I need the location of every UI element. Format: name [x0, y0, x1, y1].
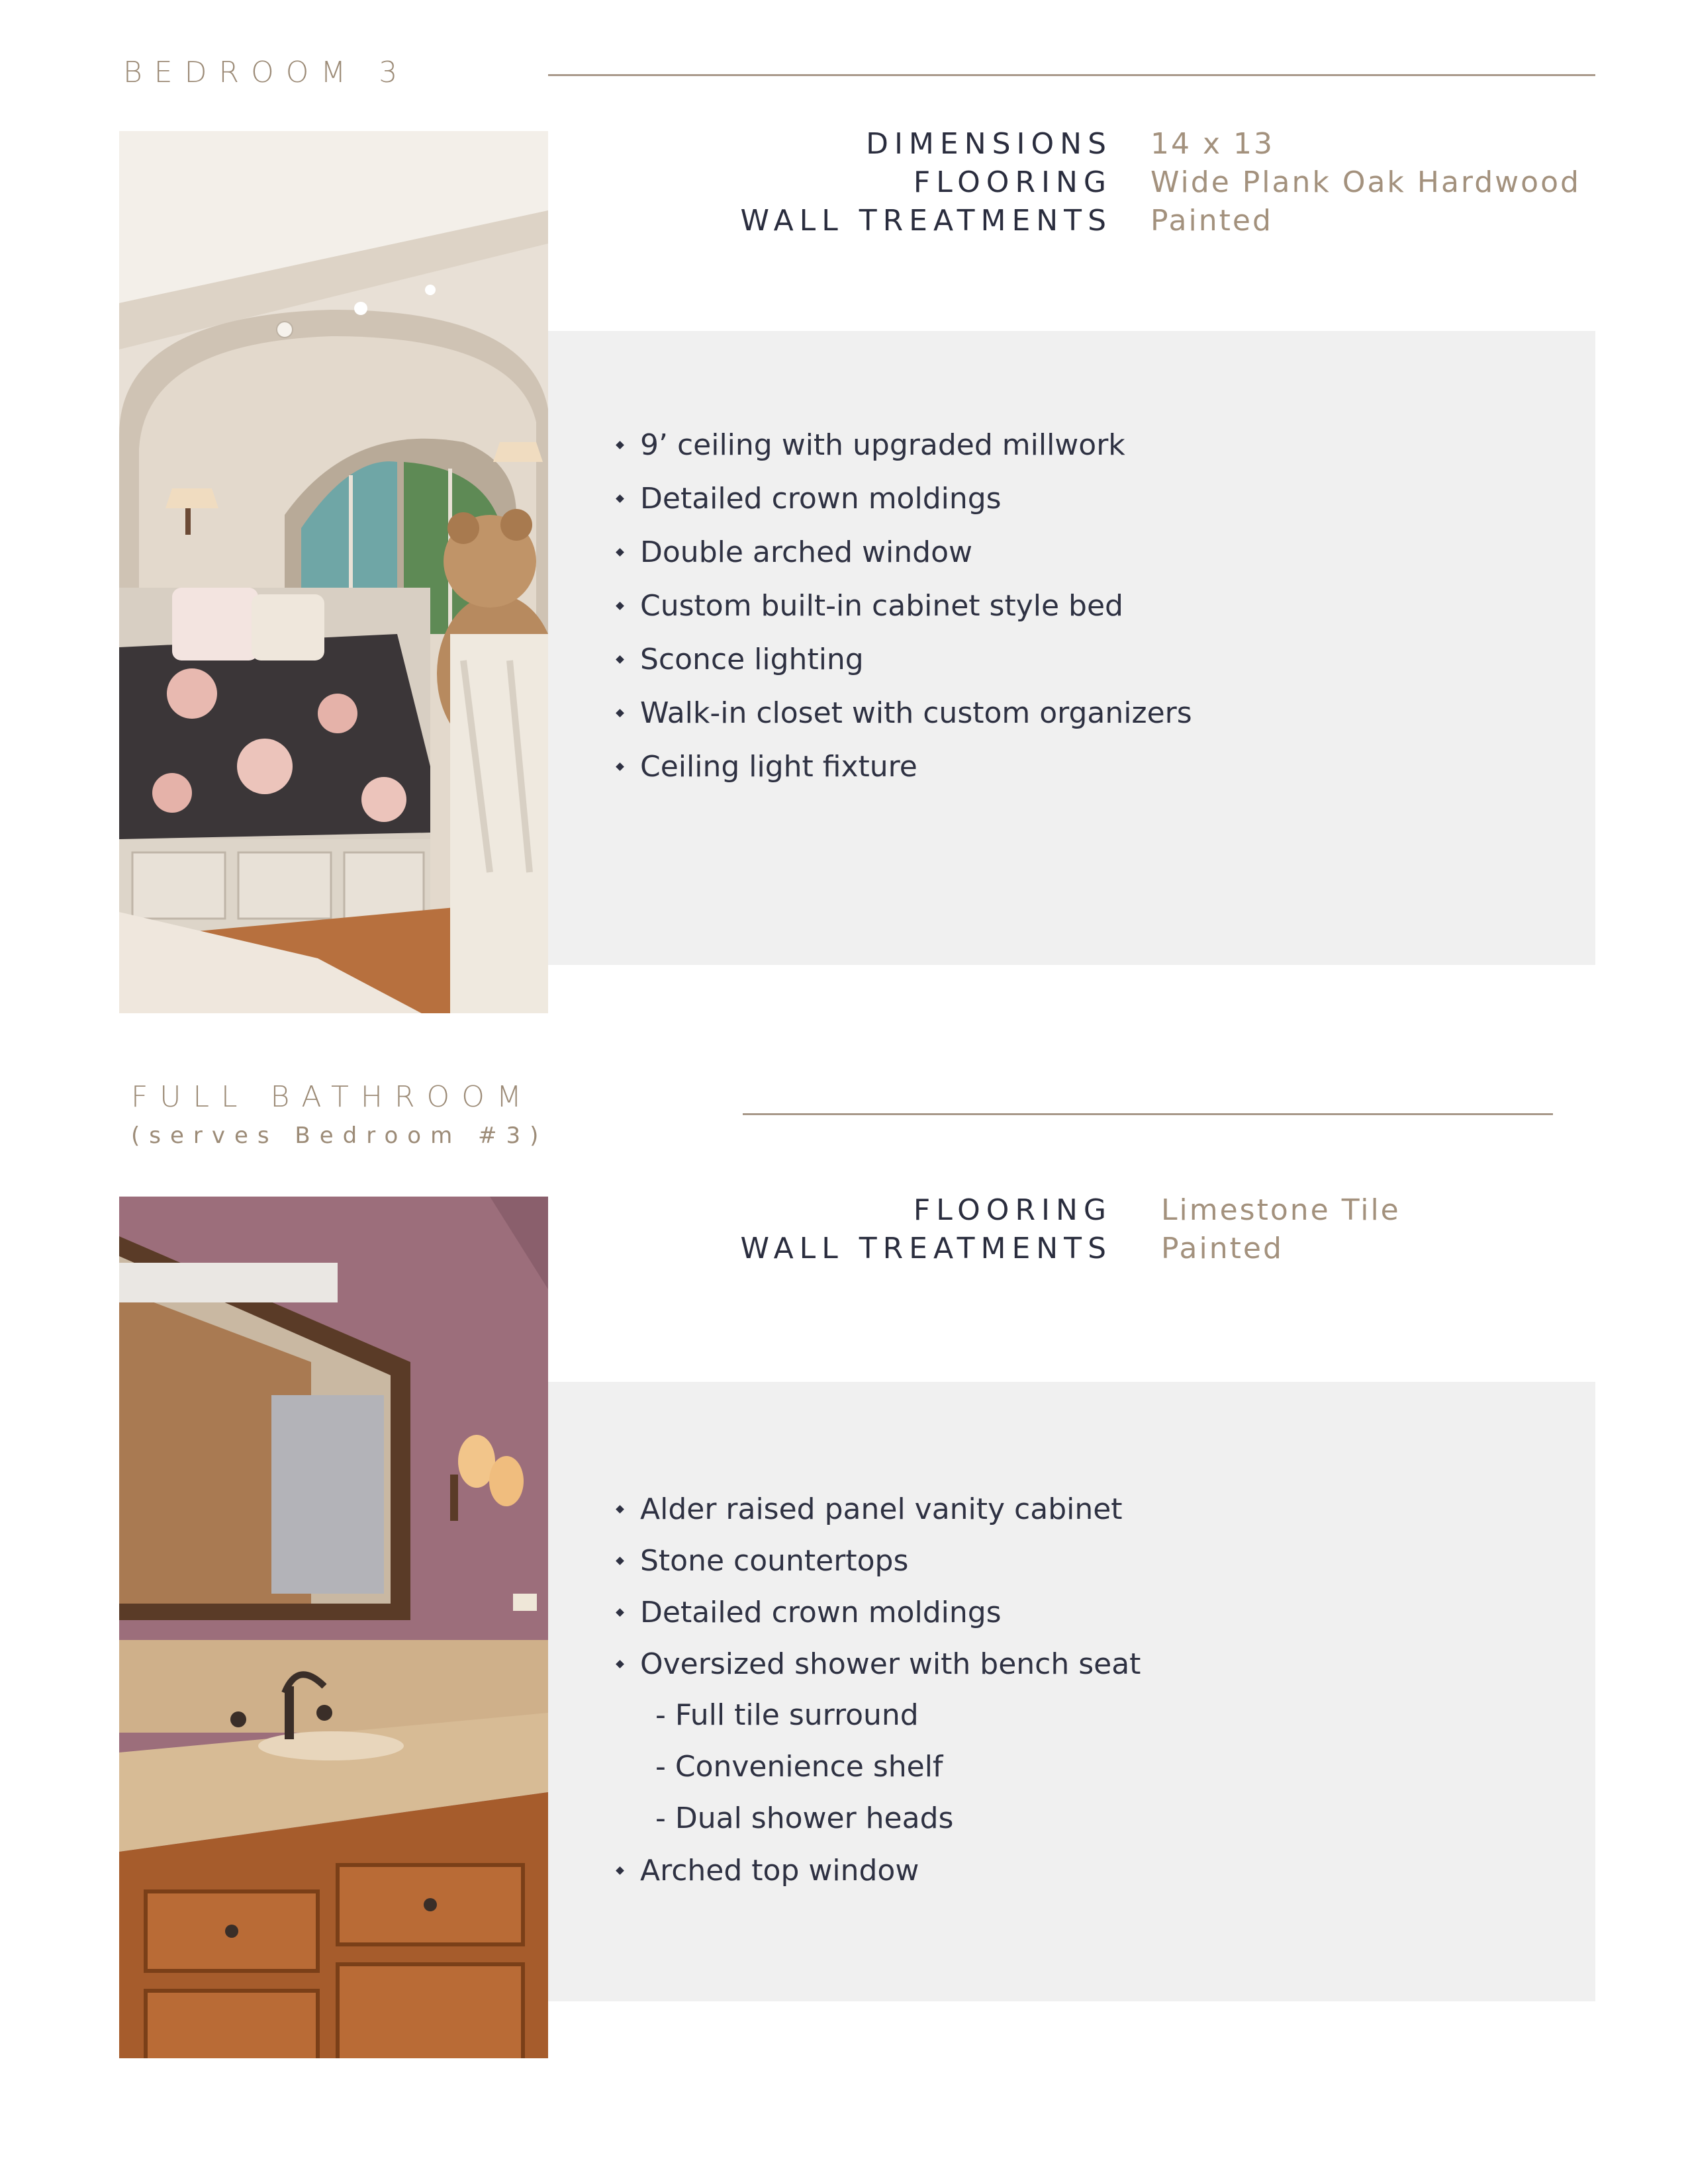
sub-list-item: - Convenience shelf: [655, 1750, 943, 1784]
list-item: 9’ ceiling with upgraded millwork: [614, 418, 1192, 472]
bullet-icon: [616, 655, 624, 664]
spec-value-wall-treatments: Painted: [1161, 1232, 1284, 1265]
bedroom-photo: [119, 131, 548, 1013]
spec-value-dimensions: 14 x 13: [1150, 127, 1274, 161]
bullet-icon: [616, 1608, 624, 1617]
list-item: Sconce lighting: [614, 633, 1192, 686]
bullet-icon: [616, 709, 624, 717]
list-item: Detailed crown moldings: [614, 472, 1192, 525]
spec-value-flooring: Wide Plank Oak Hardwood: [1150, 165, 1581, 199]
bullet-icon: [616, 1557, 624, 1565]
list-item: Detailed crown moldings: [614, 1586, 1141, 1638]
list-item: Oversized shower with bench seat: [614, 1638, 1141, 1690]
bathroom-features-list: [614, 1483, 1141, 1896]
bullet-icon: [616, 1866, 624, 1875]
bullet-icon: [616, 602, 624, 610]
list-item: Double arched window: [614, 525, 1192, 579]
bathroom-photo: [119, 1197, 548, 2058]
bathroom-section-subtitle: (serves Bedroom #3): [131, 1122, 548, 1149]
list-item: Alder raised panel vanity cabinet: [614, 1483, 1141, 1535]
list-item: Arched top window: [614, 1844, 1141, 1896]
list-item: Ceiling light fixture: [614, 740, 1192, 794]
bullet-icon: [616, 548, 624, 557]
bedroom-spec-values: [1150, 125, 1581, 240]
bullet-icon: [616, 1660, 624, 1668]
bedroom-title-rule: [548, 74, 1595, 76]
spec-label-flooring: FLOORING: [913, 1193, 1112, 1227]
spec-value-wall-treatments: Painted: [1150, 204, 1273, 238]
list-item: Custom built-in cabinet style bed: [614, 579, 1192, 633]
bedroom-features-list: [614, 418, 1192, 794]
spec-label-flooring: FLOORING: [913, 165, 1112, 199]
bathroom-title-rule: [743, 1113, 1553, 1115]
bathroom-section-title: FULL BATHROOM: [131, 1080, 534, 1114]
bedroom-section-title: BEDROOM 3: [123, 56, 410, 89]
bathroom-spec-values: [1161, 1191, 1401, 1268]
sub-list-item: - Dual shower heads: [655, 1801, 954, 1835]
bullet-icon: [616, 1505, 624, 1514]
bedroom-spec-labels: [596, 125, 1112, 240]
list-item: Walk-in closet with custom organizers: [614, 686, 1192, 740]
list-item: Stone countertops: [614, 1535, 1141, 1586]
bullet-icon: [616, 762, 624, 771]
bullet-icon: [616, 494, 624, 503]
spec-label-wall-treatments: WALL TREATMENTS: [740, 1232, 1112, 1265]
spec-label-wall-treatments: WALL TREATMENTS: [740, 204, 1112, 238]
bullet-icon: [616, 441, 624, 449]
spec-value-flooring: Limestone Tile: [1161, 1193, 1401, 1227]
spec-label-dimensions: DIMENSIONS: [866, 127, 1112, 161]
bathroom-spec-labels: [596, 1191, 1112, 1268]
sub-list-item: - Full tile surround: [655, 1698, 919, 1732]
